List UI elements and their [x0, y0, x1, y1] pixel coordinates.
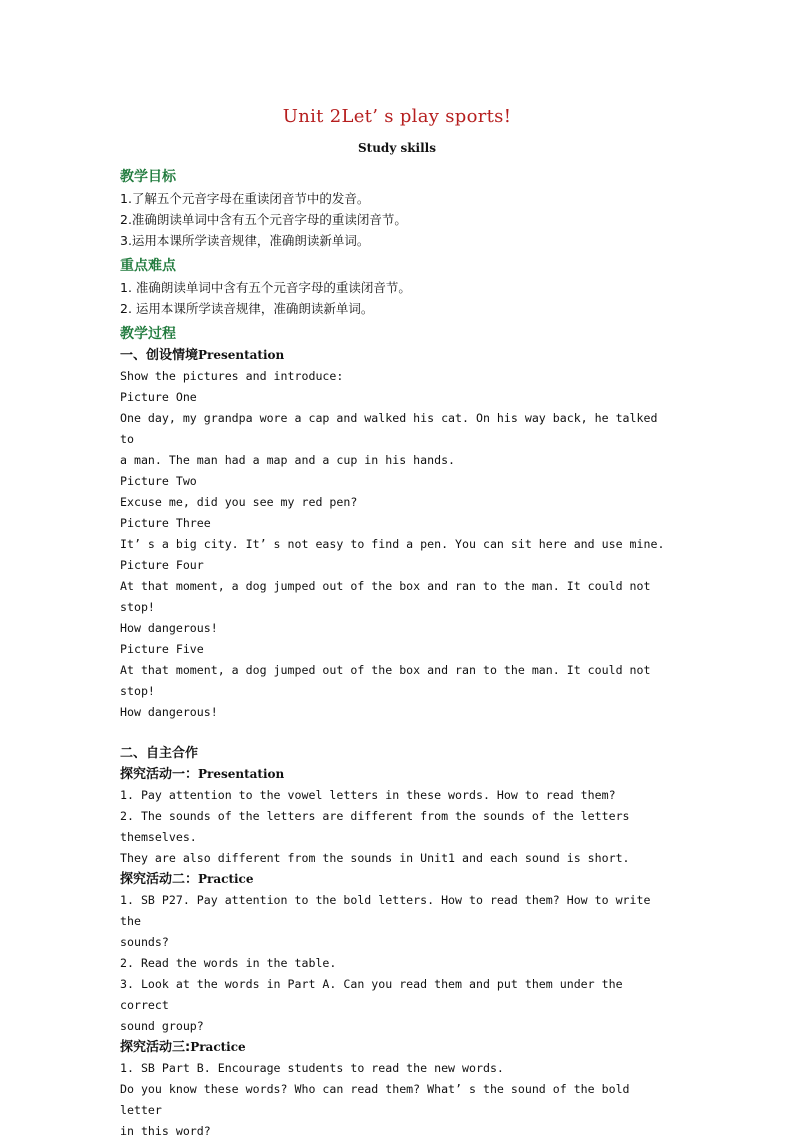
text-line: 1. SB P27. Pay attention to the bold letters. How to read them? How to write the [120, 893, 651, 928]
text-line: Picture Four [120, 558, 204, 572]
activity1-heading-zh: 探究活动一： [120, 767, 199, 782]
text-line: 2. Read the words in the table. [120, 956, 337, 970]
activity2-heading-en: Practice [198, 872, 254, 886]
text-line: Excuse me, did you see my red pen? [120, 495, 358, 509]
text-line: Picture Five [120, 642, 204, 656]
section-heading-objectives: 教学目标 [120, 169, 176, 185]
activity3-heading-zh: 探究活动三: [120, 1040, 191, 1055]
objective-item: 3.运用本课所学读音规律，准确朗读新单词。 [120, 233, 370, 248]
text-line: sound group? [120, 1019, 204, 1033]
text-line: Picture Three [120, 516, 211, 530]
text-line: 3. Look at the words in Part A. Can you read them and put them under the correct [120, 977, 623, 1012]
part1-heading [120, 345, 676, 366]
text-line: It’ s a big city. It’ s not easy to find a pen. You can sit here and use mine. [120, 537, 665, 551]
text-line: in this word? [120, 1124, 211, 1138]
section-heading-key-points: 重点难点 [120, 258, 176, 274]
activity3-heading [120, 1037, 676, 1058]
text-line: 1. Pay attention to the vowel letters in these words. How to read them? [120, 788, 616, 802]
activity3-heading-en: Practice [190, 1040, 246, 1054]
document-body [120, 166, 676, 1142]
text-line: a man. The man had a map and a cup in his hands. [120, 453, 456, 467]
text-line: How dangerous! [120, 705, 218, 719]
text-line: 1. SB Part B. Encourage students to read the new words. [120, 1061, 504, 1075]
text-line: sounds? [120, 935, 169, 949]
activity1-heading [120, 764, 676, 785]
spacer [120, 723, 676, 743]
text-line: At that moment, a dog jumped out of the box and ran to the man. It could not stop! [120, 663, 651, 698]
objective-item: 1.了解五个元音字母在重读闭音节中的发音。 [120, 191, 370, 206]
document-subtitle: Study skills [358, 141, 436, 155]
document-title: Unit 2Let’ s play sports! [282, 106, 512, 127]
activity1-heading-en: Presentation [198, 767, 285, 781]
text-line: Picture Two [120, 474, 197, 488]
text-line: They are also different from the sounds in Unit1 and each sound is short. [120, 851, 630, 865]
key-point-item: 1. 准确朗读单词中含有五个元音字母的重读闭音节。 [120, 280, 411, 295]
text-line: One day, my grandpa wore a cap and walked his cat. On his way back, he talked to [120, 411, 658, 446]
text-line: At that moment, a dog jumped out of the box and ran to the man. It could not stop! [120, 579, 651, 614]
text-line: Picture One [120, 390, 197, 404]
part1-heading-en: Presentation [198, 348, 285, 362]
text-line: How dangerous! [120, 621, 218, 635]
text-line: Show the pictures and introduce: [120, 369, 344, 383]
text-line: 2. The sounds of the letters are different from the sounds of the letters themselves. [120, 809, 630, 844]
part1-heading-zh: 一、创设情境 [120, 348, 199, 363]
key-point-item: 2. 运用本课所学读音规律，准确朗读新单词。 [120, 301, 374, 316]
part2-heading: 二、自主合作 [120, 746, 199, 761]
activity2-heading-zh: 探究活动二： [120, 872, 199, 887]
text-line: Do you know these words? Who can read them? What’ s the sound of the bold letter [120, 1082, 630, 1117]
activity2-heading [120, 869, 676, 890]
objective-item: 2.准确朗读单词中含有五个元音字母的重读闭音节。 [120, 212, 407, 227]
section-heading-process: 教学过程 [120, 326, 176, 342]
